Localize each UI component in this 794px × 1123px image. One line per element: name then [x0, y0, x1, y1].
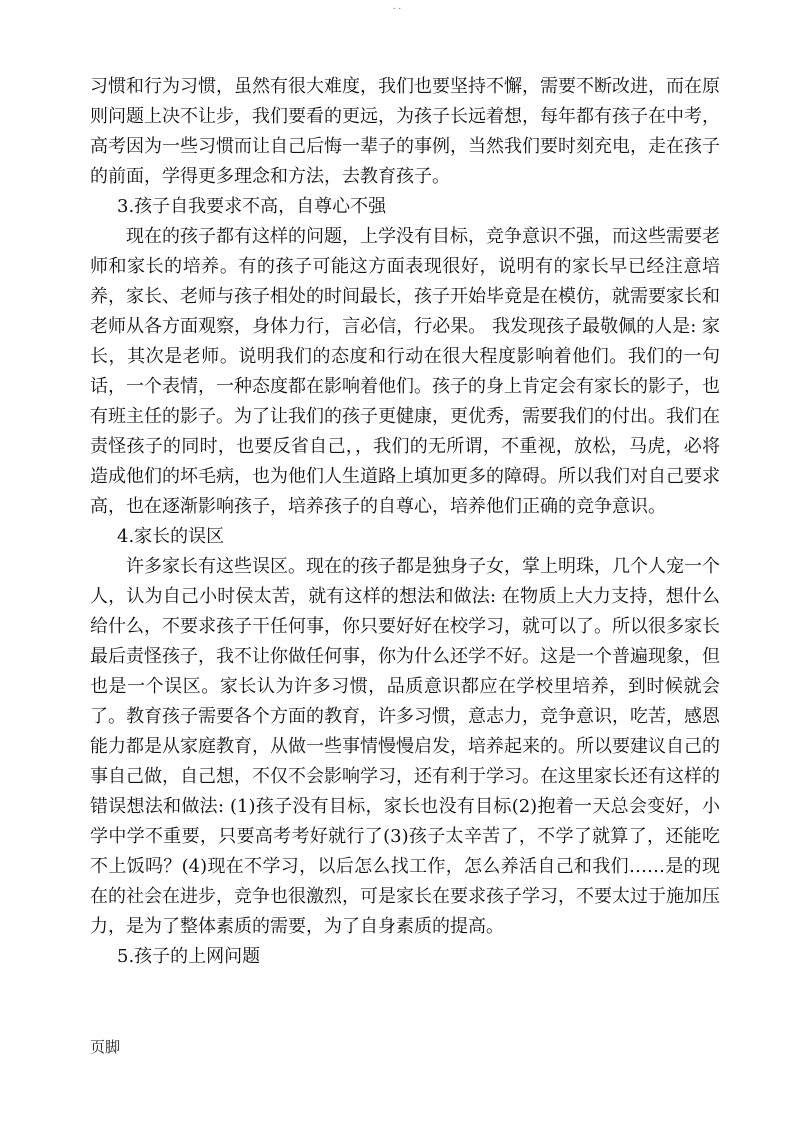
paragraph-section-4: 许多家长有这些误区。现在的孩子都是独身子女，掌上明珠，几个人宠一个人，认为自己小时侯太苦，就有这样的想法和做法: 在物质上大力支持，想什么给什么，不要求孩子干任何事，你只要好好在校学习，就可以了。所以很多家长最后责怪孩子，我不让你做任何事，你为什么还学不好。这是一个普遍现象，但也是一个误区。家长认为许多习惯，品质意识都应在学校里培养，到时候就会了。教育孩子需要各个方面的教育，许多习惯，意志力，竞争意识，吃苦，感恩能力都是从家庭教育，从做一些事情慢慢启发，培养起来的。所以要建议自己的事自己做，自己想，不仅不会影响学习，还有利于学习。在这里家长还有这样的错误想法和做法: (1)孩子没有目标，家长也没有目标(2)抱着一天总会变好，小学中学不重要，只要高考考好就行了(3)孩子太辛苦了，不学了就算了，还能吃不上饭吗？(4)现在不学习，以后怎么找工作，怎么养活自己和我们……是的现在的社会在进步，竞争也很激烈，可是家长在要求孩子学习，不要太过于施加压力，是为了整体素质的需要，为了自身素质的提高。 [90, 556, 720, 937]
document-body [90, 72, 720, 972]
section-heading-5: 5.孩子的上网问题 [117, 946, 261, 967]
section-heading-4: 4.家长的误区 [117, 526, 225, 547]
section-heading-3: 3.孩子自我要求不高，自尊心不强 [117, 196, 387, 217]
paragraph-continued: 习惯和行为习惯，虽然有很大难度，我们也要坚持不懈，需要不断改进，而在原则问题上决不让步，我们要看的更远，为孩子长远着想，每年都有孩子在中考，高考因为一些习惯而让自己后悔一辈子的事例，当然我们要时刻充电，走在孩子的前面，学得更多理念和方法，去教育孩子。 [90, 76, 720, 187]
page-header-mark: . . [392, 2, 402, 12]
paragraph-section-3: 现在的孩子都有这样的问题，上学没有目标，竞争意识不强，而这些需要老师和家长的培养。有的孩子可能这方面表现很好，说明有的家长早已经注意培养，家长、老师与孩子相处的时间最长，孩子开始毕竟是在模仿，就需要家长和老师从各方面观察，身体力行，言必信，行必果。 我发现孩子最敬佩的人是: 家长，其次是老师。说明我们的态度和行动在很大程度影响着他们。我们的一句话，一个表情，一种态度都在影响着他们。孩子的身上肯定会有家长的影子，也有班主任的影子。为了让我们的孩子更健康，更优秀，需要我们的付出。我们在责怪孩子的同时，也要反省自己，，我们的无所谓，不重视，放松，马虎，必将造成他们的坏毛病，也为他们人生道路上填加更多的障碍。所以我们对自己要求高，也在逐渐影响孩子，培养孩子的自尊心，培养他们正确的竞争意识。 [90, 226, 720, 517]
page-footer: 页脚 [90, 1038, 121, 1056]
